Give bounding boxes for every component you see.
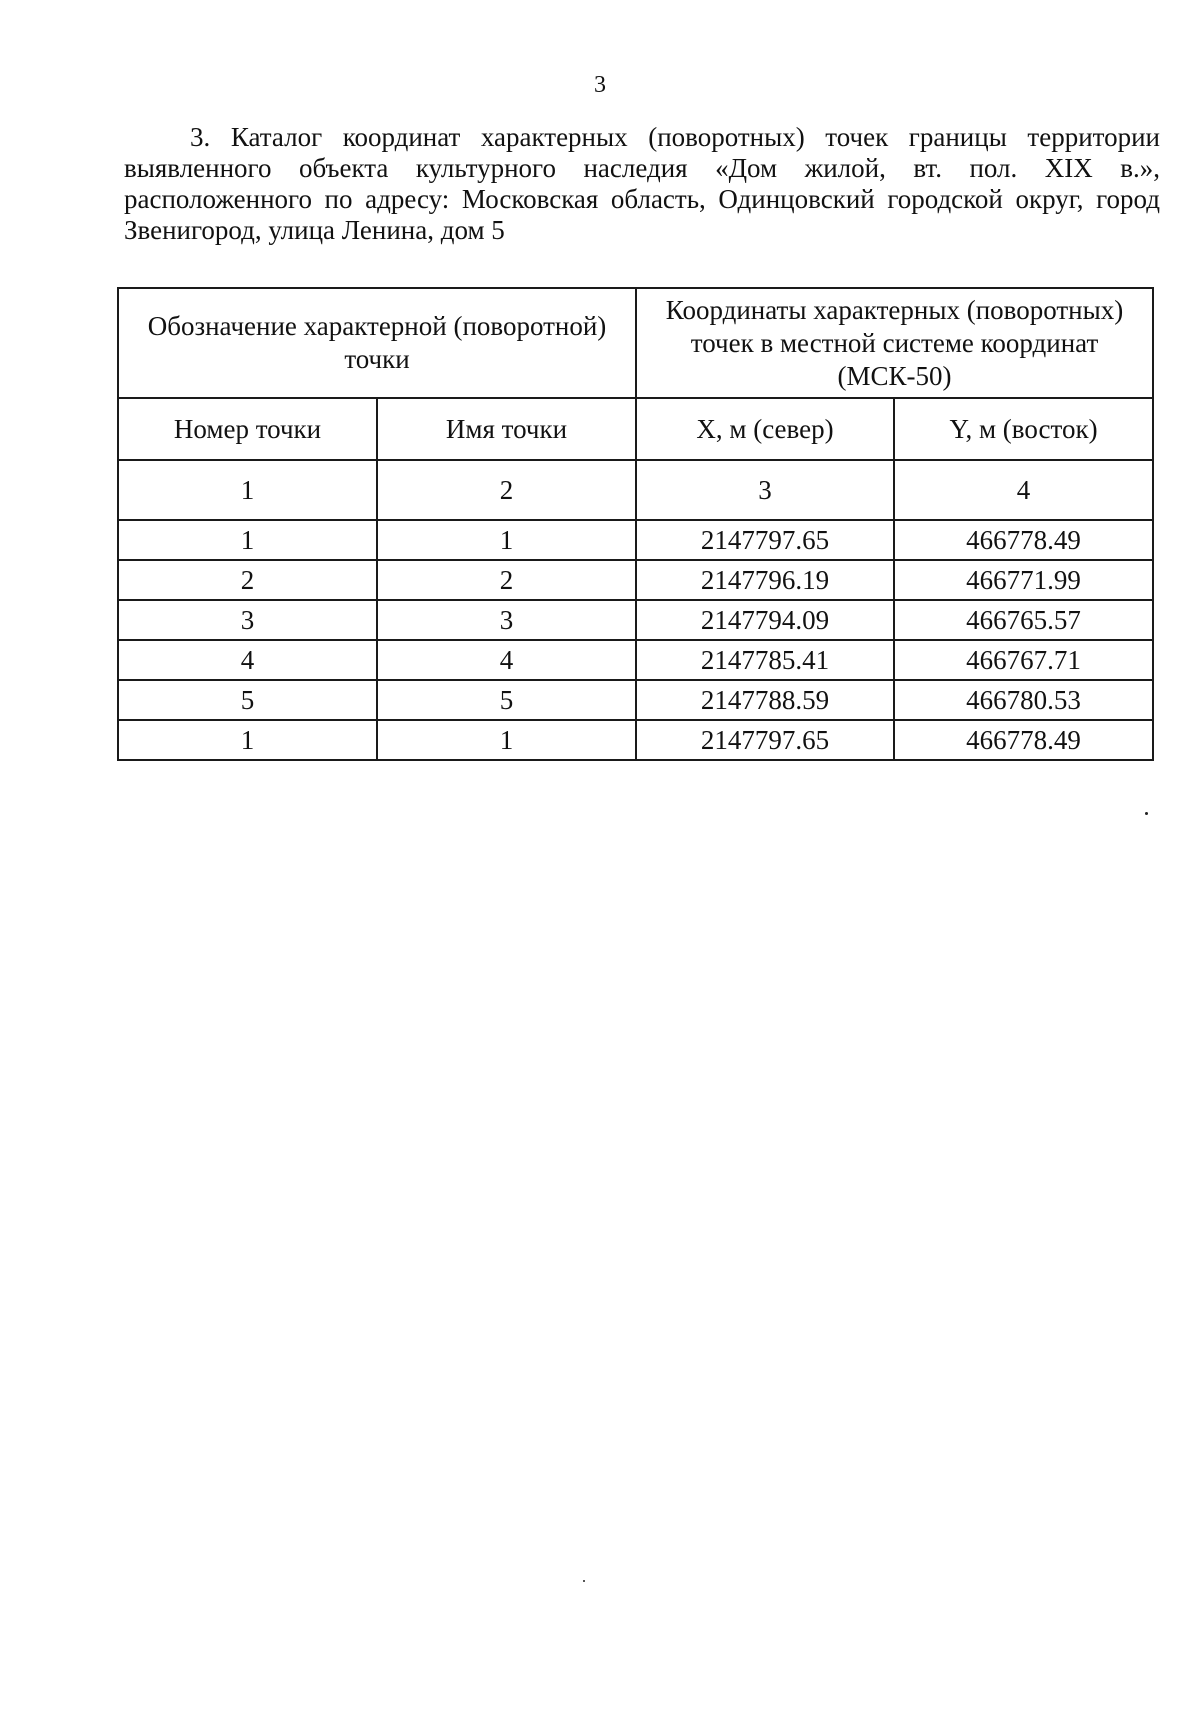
cell-y: 466771.99 [894, 560, 1153, 600]
table-row [118, 680, 1153, 720]
table-group-header-row [118, 288, 1153, 398]
table-row [118, 560, 1153, 600]
cell-point-number: 1 [118, 720, 377, 760]
cell-point-number: 1 [118, 520, 377, 560]
column-number: 4 [894, 460, 1153, 520]
section-heading: 3. Каталог координат характерных (поворотных) точек границы территории выявленного объекта культурного наследия «Дом жилой, вт. пол. XIX в.», расположенного по адресу: Московская область, Одинцовский городской округ, город Звенигород, улица Ленина, дом 5 [124, 122, 1160, 245]
cell-y: 466767.71 [894, 640, 1153, 680]
cell-point-number: 5 [118, 680, 377, 720]
cell-point-name: 3 [377, 600, 636, 640]
cell-x: 2147797.65 [636, 520, 894, 560]
header-x-north: X, м (север) [636, 398, 894, 460]
cell-point-number: 3 [118, 600, 377, 640]
group-header-point-designation: Обозначение характерной (поворотной) точки [118, 288, 636, 398]
table-row [118, 600, 1153, 640]
column-number: 3 [636, 460, 894, 520]
header-y-east: Y, м (восток) [894, 398, 1153, 460]
table-row [118, 640, 1153, 680]
cell-x: 2147794.09 [636, 600, 894, 640]
header-point-number: Номер точки [118, 398, 377, 460]
cell-point-number: 2 [118, 560, 377, 600]
column-number: 2 [377, 460, 636, 520]
cell-point-name: 2 [377, 560, 636, 600]
table-column-number-row [118, 460, 1153, 520]
cell-point-name: 5 [377, 680, 636, 720]
cell-y: 466778.49 [894, 520, 1153, 560]
cell-y: 466780.53 [894, 680, 1153, 720]
cell-x: 2147785.41 [636, 640, 894, 680]
page-number: 3 [594, 72, 606, 98]
table-row [118, 520, 1153, 560]
cell-y: 466765.57 [894, 600, 1153, 640]
coordinates-table [117, 287, 1154, 761]
table-row [118, 720, 1153, 760]
column-number: 1 [118, 460, 377, 520]
scan-speck [1145, 812, 1148, 815]
cell-point-number: 4 [118, 640, 377, 680]
scan-speck [583, 1580, 585, 1582]
cell-point-name: 1 [377, 520, 636, 560]
cell-x: 2147797.65 [636, 720, 894, 760]
cell-point-name: 4 [377, 640, 636, 680]
table-sub-header-row [118, 398, 1153, 460]
cell-point-name: 1 [377, 720, 636, 760]
cell-y: 466778.49 [894, 720, 1153, 760]
cell-x: 2147796.19 [636, 560, 894, 600]
header-point-name: Имя точки [377, 398, 636, 460]
cell-x: 2147788.59 [636, 680, 894, 720]
group-header-coordinates: Координаты характерных (поворотных) точек в местной системе координат (МСК-50) [636, 288, 1153, 398]
